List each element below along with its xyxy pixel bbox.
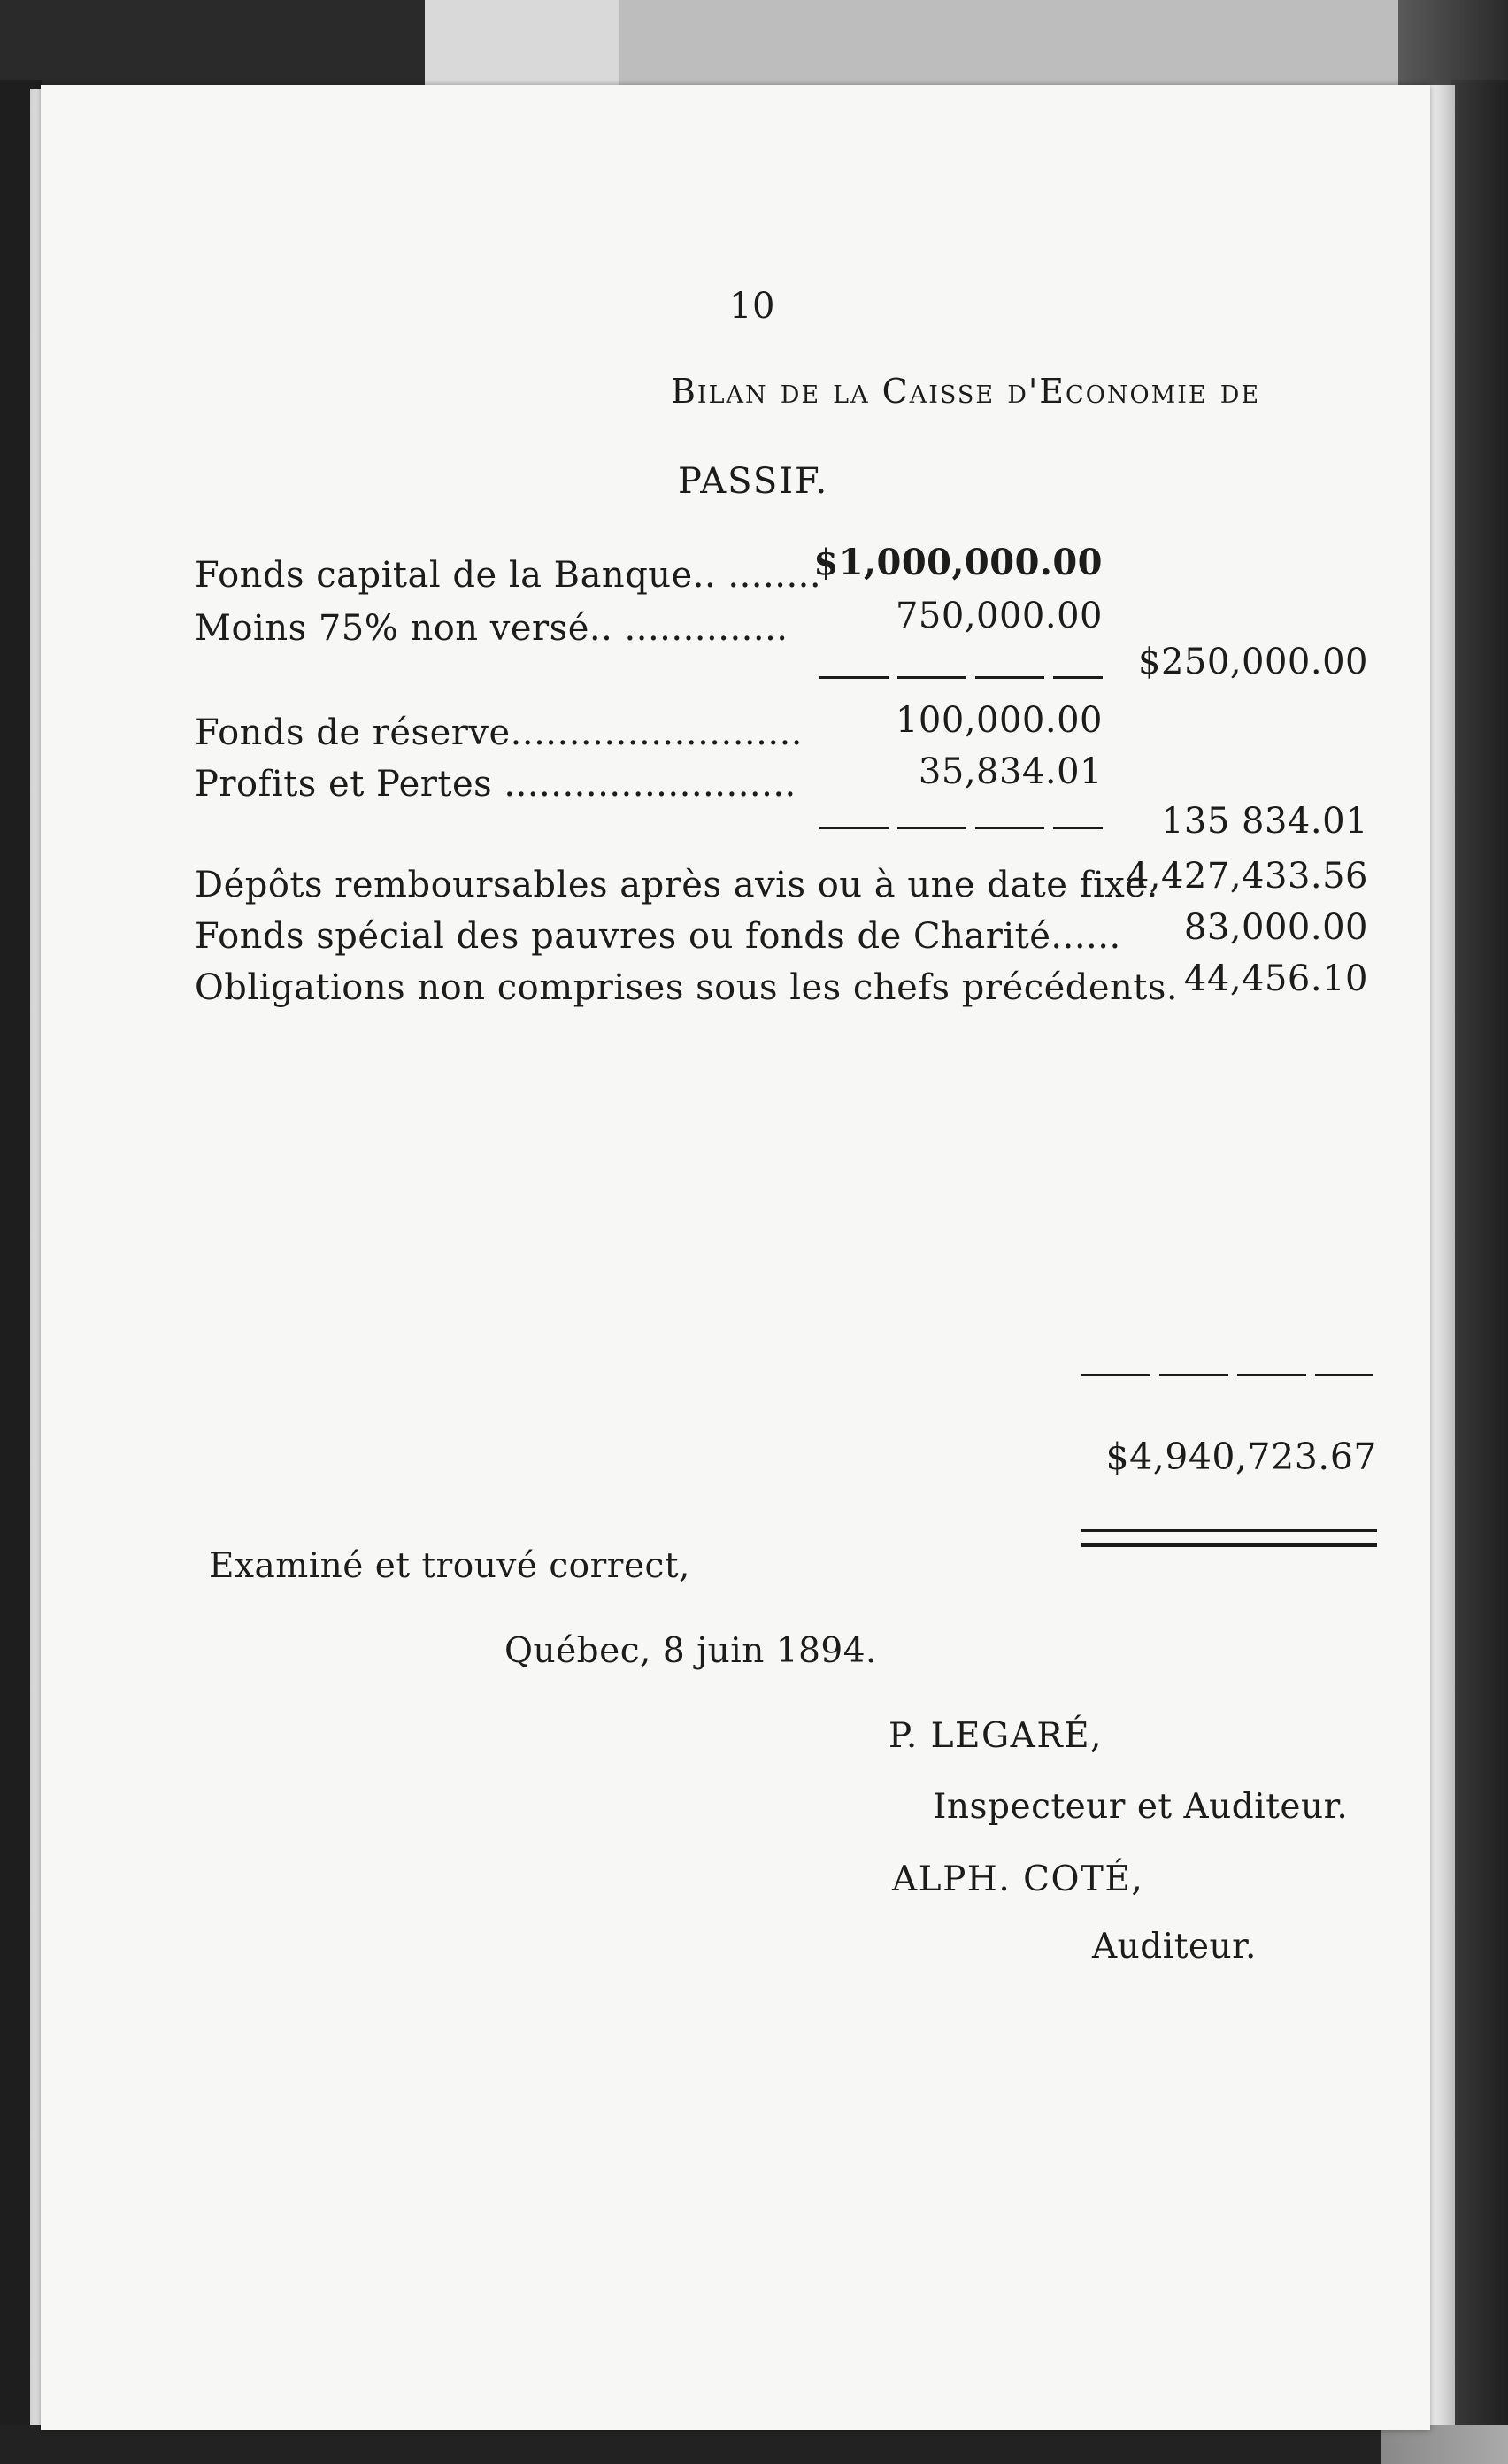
scan-background-right — [1451, 80, 1508, 2464]
row-total-obligations: 44,456.10 — [1183, 959, 1368, 999]
row-total-depots: 4,427,433.56 — [1126, 856, 1368, 897]
row-total-capital-net: $250,000.00 — [1138, 642, 1368, 682]
row-total-reserve-profits: 135 834.01 — [1160, 801, 1368, 842]
row-label-reserve: Fonds de réserve......................... — [195, 712, 804, 753]
row-amount-moins: 750,000.00 — [895, 596, 1103, 636]
document-page — [41, 85, 1430, 2430]
header-title: Bilan de la Caisse d'Economie de — [671, 372, 1261, 411]
row-label-fonds-special: Fonds spécial des pauvres ou fonds de Charité...... — [195, 916, 1121, 957]
row-amount-capital: $1,000,000.00 — [813, 542, 1103, 583]
examined-statement: Examiné et trouvé correct, — [209, 1546, 690, 1586]
signer2-title: Auditeur. — [1092, 1927, 1257, 1967]
subtotal-rule-2 — [819, 827, 1103, 829]
page-number: 10 — [729, 286, 775, 327]
signer2-name: ALPH. COTÉ, — [892, 1860, 1144, 1899]
row-total-fonds-special: 83,000.00 — [1183, 907, 1368, 948]
subtotal-rule-1 — [819, 676, 1103, 679]
scan-background-top — [0, 0, 1508, 97]
grand-total-double-rule — [1081, 1529, 1377, 1547]
grand-total: $4,940,723.67 — [1105, 1436, 1377, 1478]
signer1-name: P. LEGARÉ, — [889, 1716, 1104, 1756]
section-title: PASSIF. — [678, 461, 829, 502]
place-date: Québec, 8 juin 1894. — [504, 1631, 877, 1671]
next-page-edge — [1427, 85, 1455, 2439]
scan-background-bottom — [0, 2425, 1508, 2464]
row-label-obligations: Obligations non comprises sous les chefs précédents. — [195, 967, 1179, 1008]
row-amount-profits: 35,834.01 — [918, 751, 1103, 792]
row-label-capital: Fonds capital de la Banque.. ........ — [195, 555, 822, 596]
row-label-profits: Profits et Pertes ......................... — [195, 764, 796, 805]
row-label-moins: Moins 75% non versé.. .............. — [195, 608, 789, 649]
signer1-title: Inspecteur et Auditeur. — [933, 1787, 1349, 1827]
row-amount-reserve: 100,000.00 — [895, 700, 1103, 741]
row-label-depots: Dépôts remboursables après avis ou à une date fixe. — [195, 865, 1158, 905]
grand-total-rule — [1081, 1374, 1373, 1376]
